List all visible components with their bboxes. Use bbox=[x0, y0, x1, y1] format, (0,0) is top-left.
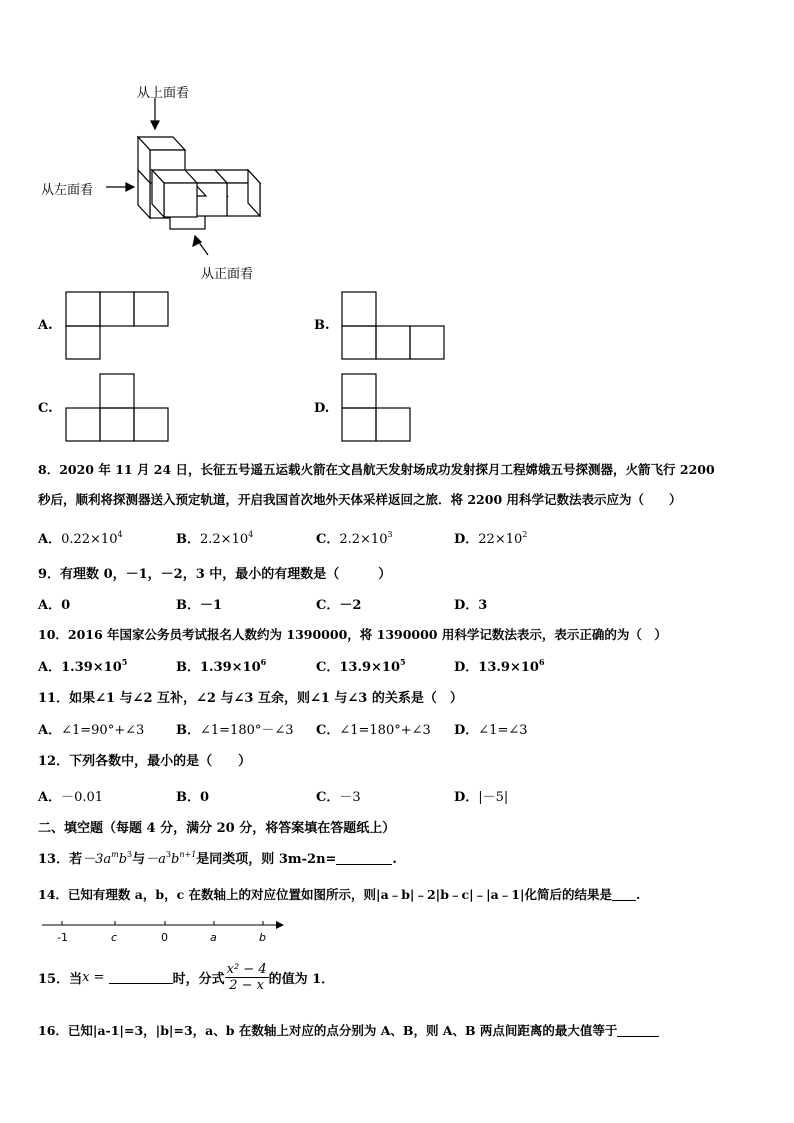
q8-option-c[interactable]: C．$2.2\times 10^3$ bbox=[316, 530, 393, 547]
q9-option-c[interactable]: C．－2 bbox=[316, 598, 362, 613]
tick-label-b: b bbox=[259, 931, 266, 944]
q8-stem-line1: 8．2020 年 11 月 24 日，长征五号遥五运载火箭在文昌航天发射场成功发射探月工程嫦娥五号探测器，火箭飞行 2200 bbox=[38, 462, 715, 477]
q11-option-a[interactable]: A．∠1=90°+∠3 bbox=[38, 723, 145, 738]
label-front-view: 从正面看 bbox=[201, 267, 254, 282]
q11-option-c[interactable]: C．∠1=180°+∠3 bbox=[316, 723, 431, 738]
q12-option-b[interactable]: B．0 bbox=[176, 790, 210, 805]
q14-number-line bbox=[40, 915, 290, 945]
option-d-grid[interactable] bbox=[341, 373, 413, 443]
q8-stem-line2: 秒后，顺利将探测器送入预定轨道，开启我国首次地外天体采样返回之旅．将 2200 用科学记数法表示应为（ ） bbox=[38, 492, 682, 507]
tick-label-neg1: -1 bbox=[57, 931, 68, 944]
q9-option-b[interactable]: B．－1 bbox=[176, 598, 223, 613]
q10-option-c[interactable]: C．$13.9\times 10^5$ bbox=[316, 657, 406, 675]
q10-stem: 10．2016 年国家公务员考试报名人数约为 1390000，将 1390000 用科学记数法表示，表示正确的为（ ） bbox=[38, 627, 667, 642]
q11-stem: 11．如果∠1 与∠2 互补，∠2 与∠3 互余，则∠1 与∠3 的关系是（ ） bbox=[38, 691, 463, 706]
q8-option-d[interactable]: D．$22\times 10^2$ bbox=[454, 530, 528, 547]
option-b-grid[interactable] bbox=[341, 291, 447, 361]
q16-answer-blank[interactable] bbox=[617, 1024, 659, 1037]
q9-option-a[interactable]: A．0 bbox=[38, 598, 71, 613]
q8-option-a[interactable]: A．$0.22\times 10^4$ bbox=[38, 530, 123, 547]
option-a-label[interactable]: A. bbox=[38, 318, 53, 333]
q12-option-a[interactable]: A．－0.01 bbox=[38, 790, 104, 805]
tick-label-0: 0 bbox=[161, 931, 168, 944]
section-fill-in-heading: 二、填空题（每题 4 分，满分 20 分，将答案填在答题纸上） bbox=[38, 821, 396, 836]
q12-option-d[interactable]: D．|－5| bbox=[454, 790, 509, 805]
q15-answer-blank[interactable] bbox=[109, 971, 173, 984]
q10-option-b[interactable]: B．$1.39\times 10^6$ bbox=[176, 657, 267, 675]
q10-option-d[interactable]: D．$13.9\times 10^6$ bbox=[454, 657, 545, 675]
label-top-view: 从上面看 bbox=[137, 86, 190, 101]
option-d-label[interactable]: D. bbox=[314, 401, 330, 416]
option-b-label[interactable]: B. bbox=[314, 318, 330, 333]
q9-stem: 9．有理数 0，－1，－2，3 中，最小的有理数是（ ） bbox=[38, 567, 392, 582]
option-c-grid[interactable] bbox=[65, 373, 171, 443]
q15-stem: 15．当x = 时，分式 $\frac{\text{x² − 4}}{2 - x}$ 的值为 1． bbox=[38, 962, 335, 993]
q15-fraction: $\frac{\text{x² − 4}}{2 - x}$ bbox=[226, 962, 267, 993]
q11-option-b[interactable]: B．∠1=180°－∠3 bbox=[176, 723, 294, 738]
q13-stem: 13．若$-3a^mb^3$与$-a^3b^{n+1}$是同类项，则 3m-2n= . bbox=[38, 850, 397, 867]
q11-option-d[interactable]: D．∠1=∠3 bbox=[454, 723, 528, 738]
q13-answer-blank[interactable] bbox=[336, 852, 392, 865]
label-left-view: 从左面看 bbox=[41, 183, 94, 198]
q12-option-c[interactable]: C．－3 bbox=[316, 790, 361, 805]
q10-option-a[interactable]: A．$1.39\times 10^5$ bbox=[38, 657, 128, 675]
q8-option-b[interactable]: B．$2.2\times 10^4$ bbox=[176, 530, 254, 547]
tick-label-a: a bbox=[210, 931, 217, 944]
q14-answer-blank[interactable] bbox=[612, 888, 636, 901]
q14-stem: 14．已知有理数 a，b，c 在数轴上的对应位置如图所示，则|a﹣b|﹣2|b﹣c|﹣|a﹣1|化简后的结果是 . bbox=[38, 887, 641, 902]
tick-label-c: c bbox=[111, 931, 118, 944]
q12-stem: 12．下列各数中，最小的是（ ） bbox=[38, 754, 252, 769]
option-c-label[interactable]: C. bbox=[38, 401, 53, 416]
q16-stem: 16．已知|a-1|=3，|b|=3，a、b 在数轴上对应的点分别为 A、B，则 A、B 两点间距离的最大值等于 bbox=[38, 1021, 659, 1039]
option-a-grid[interactable] bbox=[65, 291, 171, 361]
q9-option-d[interactable]: D．3 bbox=[454, 598, 488, 613]
